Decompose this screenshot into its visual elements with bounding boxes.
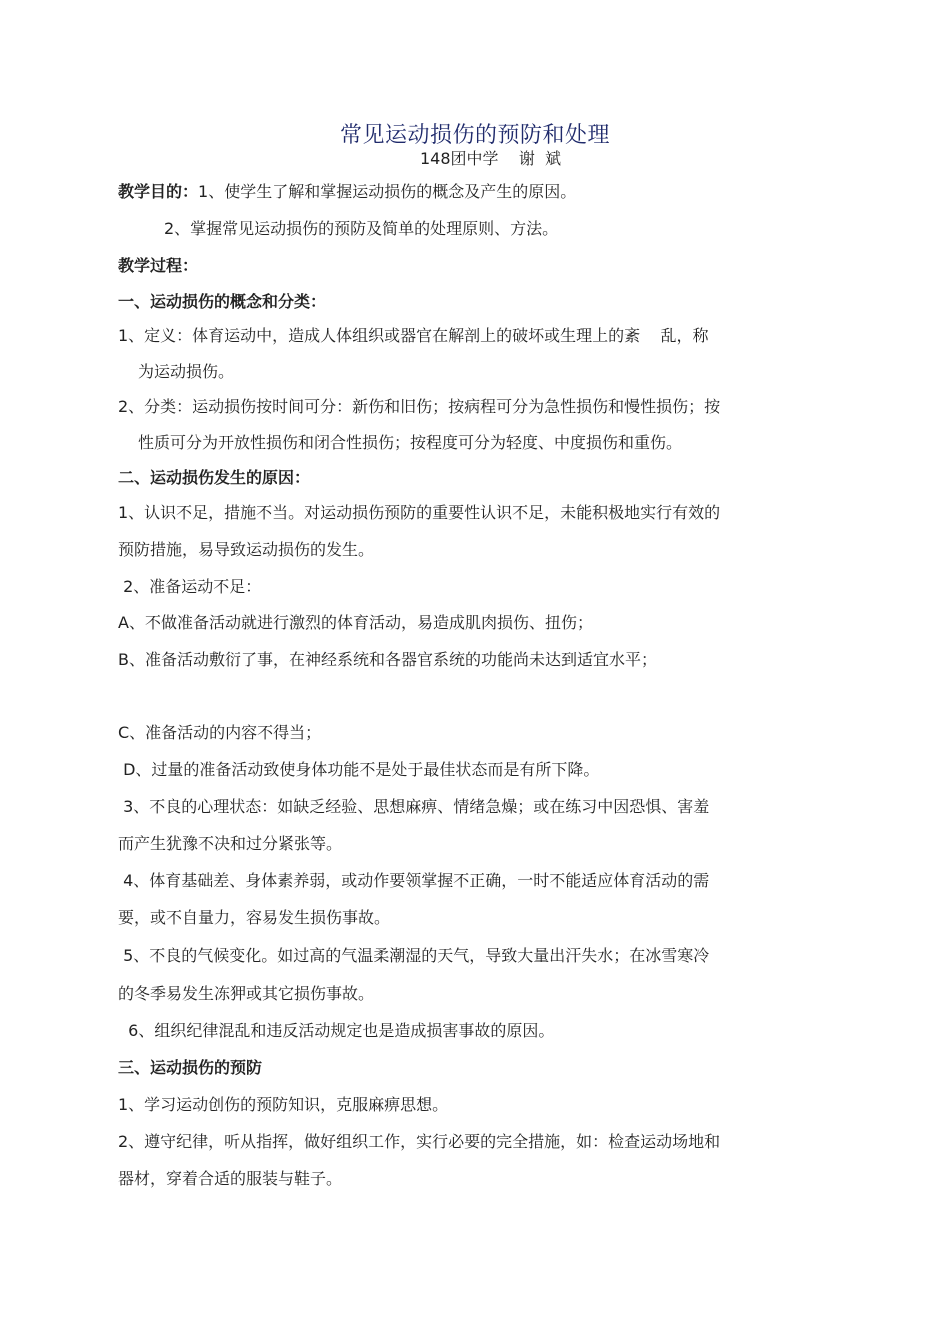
process-label: 教学过程： — [118, 256, 199, 275]
objective-label: 教学目的： — [118, 182, 199, 201]
section2-p3-line-2: 而产生犹豫不决和过分紧张等。 — [118, 834, 343, 853]
section2-heading: 二、运动损伤发生的原因： — [118, 468, 311, 487]
section2-pC: C、准备活动的内容不得当； — [118, 723, 322, 742]
section3-p2-line-1: 2、遵守纪律，听从指挥，做好组织工作，实行必要的完全措施，如：检查运动场地和 — [118, 1132, 721, 1151]
section2-p6: 6、组织纪律混乱和违反活动规定也是造成损害事故的原因。 — [118, 1021, 555, 1040]
author-line: 148团中学 谢 斌 — [420, 149, 562, 168]
section1-classification-line-1: 2、分类：运动损伤按时间可分：新伤和旧伤；按病程可分为急性损伤和慢性损伤；按 — [118, 397, 721, 416]
objective-item-1: 1、使学生了解和掌握运动损伤的概念及产生的原因。 — [198, 182, 577, 201]
section2-p2: 2、准备运动不足： — [118, 577, 262, 596]
section1-definition-line-1: 1、定义：体育运动中，造成人体组织或器官在解剖上的破坏或生理上的紊 乱，称 — [118, 326, 709, 345]
section2-pA: A、不做准备活动就进行激烈的体育活动，易造成肌肉损伤、扭伤； — [118, 613, 593, 632]
section2-p1-line-2: 预防措施，易导致运动损伤的发生。 — [118, 540, 375, 559]
document-title: 常见运动损伤的预防和处理 — [339, 123, 610, 148]
section3-p2-line-2: 器材，穿着合适的服装与鞋子。 — [118, 1169, 343, 1188]
section2-p5-line-1: 5、不良的气候变化。如过高的气温柔潮湿的天气，导致大量出汗失水；在冰雪寒冷 — [118, 946, 710, 965]
section2-pB: B、准备活动敷衍了事，在神经系统和各器官系统的功能尚未达到适宜水平； — [118, 650, 657, 669]
section2-p3-line-1: 3、不良的心理状态：如缺乏经验、思想麻痹、情绪急燥；或在练习中因恐惧、害羞 — [118, 797, 710, 816]
section1-classification-line-2: 性质可分为开放性损伤和闭合性损伤；按程度可分为轻度、中度损伤和重伤。 — [138, 433, 683, 452]
section1-definition-line-2: 为运动损伤。 — [138, 362, 235, 381]
section3-p1: 1、学习运动创伤的预防知识，克服麻痹思想。 — [118, 1095, 449, 1114]
section3-heading: 三、运动损伤的预防 — [118, 1058, 263, 1077]
section2-pD: D、过量的准备活动致使身体功能不是处于最佳状态而是有所下降。 — [118, 760, 600, 779]
section1-heading: 一、运动损伤的概念和分类： — [118, 292, 327, 311]
objective-item-2: 2、掌握常见运动损伤的预防及简单的处理原则、方法。 — [164, 219, 559, 238]
objective-line-1 — [118, 182, 576, 202]
section2-p5-line-2: 的冬季易发生冻狎或其它损伤事故。 — [118, 984, 375, 1003]
section2-p4-line-1: 4、体育基础差、身体素养弱，或动作要领掌握不正确，一时不能适应体育活动的需 — [118, 871, 710, 890]
section2-p1-line-1: 1、认识不足，措施不当。对运动损伤预防的重要性认识不足，未能积极地实行有效的 — [118, 503, 721, 522]
section2-p4-line-2: 要，或不自量力，容易发生损伤事故。 — [118, 908, 391, 927]
